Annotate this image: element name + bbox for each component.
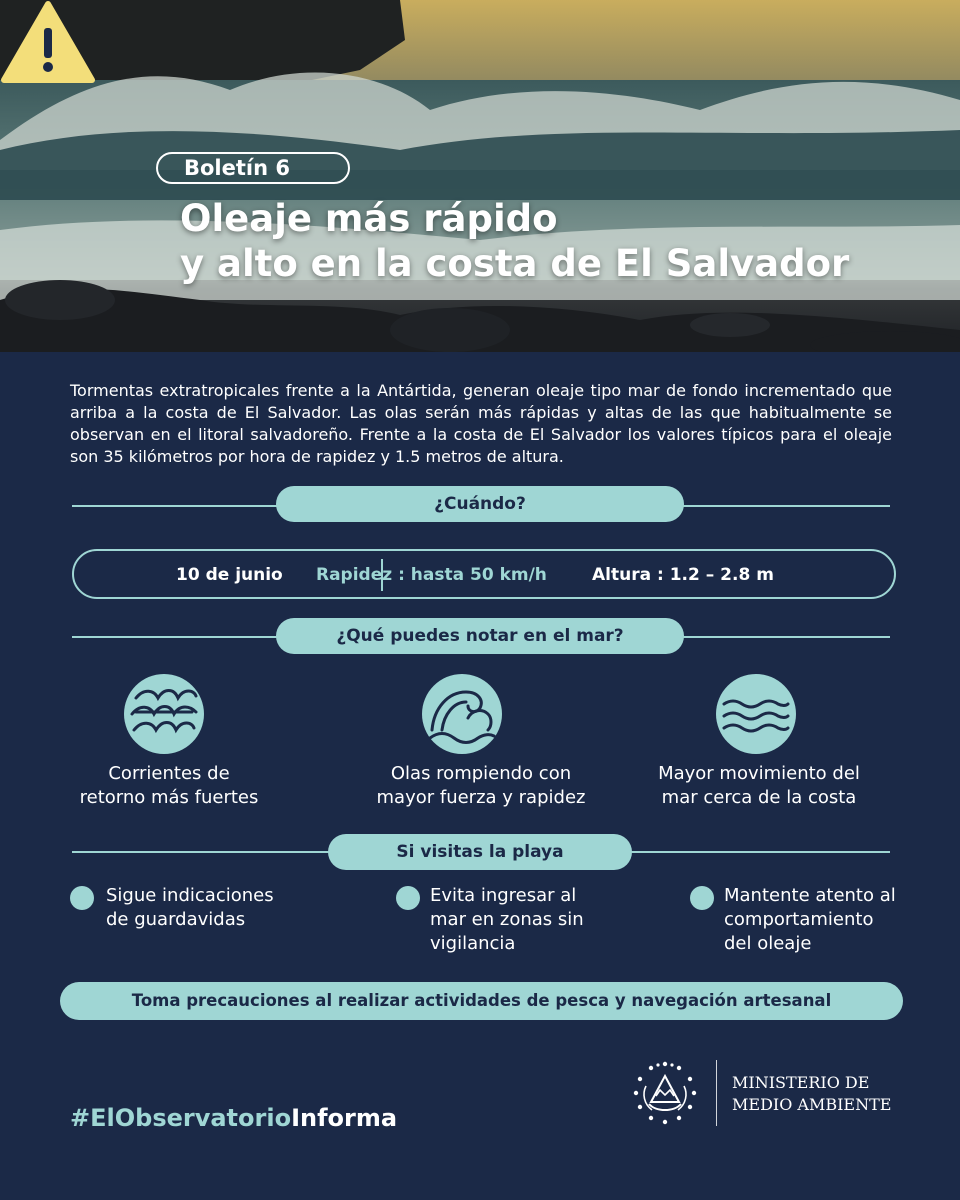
rip-current-icon xyxy=(124,674,204,754)
sea-effect-1 xyxy=(54,762,284,810)
beach-tip-1-line-1: Sigue indicaciones xyxy=(106,885,274,906)
beach-tip-3-line-3: del oleaje xyxy=(724,933,812,954)
page-title xyxy=(180,196,849,286)
beach-tip-3-line-1: Mantente atento al xyxy=(724,885,896,906)
forecast-height: Altura : 1.2 – 2.8 m xyxy=(592,565,774,585)
ministry-line-2: MEDIO AMBIENTE xyxy=(732,1095,892,1114)
ministry-separator xyxy=(716,1060,717,1126)
title-line-2: y alto en la costa de El Salvador xyxy=(180,242,850,285)
precaution-banner: Toma precauciones al realizar actividades de pesca y navegación artesanal xyxy=(60,982,903,1020)
sea-effect-3-line-2: mar cerca de la costa xyxy=(661,787,857,808)
beach-tip-3-line-2: comportamiento xyxy=(724,909,874,930)
ministry-line-1: MINISTERIO DE xyxy=(732,1073,870,1092)
ocean-waves-photo xyxy=(0,0,960,352)
hashtag xyxy=(70,1104,397,1132)
bullet-dot xyxy=(690,886,714,910)
breaking-wave-icon xyxy=(422,674,502,754)
beach-tip-2-line-2: mar en zonas sin xyxy=(430,909,584,930)
forecast-speed: Rapidez : hasta 50 km/h xyxy=(316,565,547,585)
warning-icon xyxy=(0,0,96,86)
beach-tip-1-line-2: de guardavidas xyxy=(106,909,246,930)
sea-effect-1-line-1: Corrientes de xyxy=(108,763,230,784)
sea-effect-3-line-1: Mayor movimiento del xyxy=(658,763,860,784)
hashtag-part-2: Informa xyxy=(291,1104,398,1132)
bullet-dot xyxy=(70,886,94,910)
sea-effect-1-line-2: retorno más fuertes xyxy=(79,787,259,808)
when-heading: ¿Cuándo? xyxy=(276,486,684,522)
hero-image xyxy=(0,0,960,352)
beach-heading: Si visitas la playa xyxy=(328,834,632,870)
bulletin-label: Boletín 6 xyxy=(156,152,350,184)
sea-effect-2-line-1: Olas rompiendo con xyxy=(390,763,572,784)
calm-waves-icon xyxy=(716,674,796,754)
forecast-box xyxy=(72,549,896,599)
title-line-1: Oleaje más rápido xyxy=(180,197,558,240)
beach-tip-2-line-1: Evita ingresar al xyxy=(430,885,577,906)
intro-paragraph: Tormentas extratropicales frente a la Antártida, generan oleaje tipo mar de fondo incrementado que arriba a la costa de El Salvador. Las olas serán más rápidas y altas de las que habitualmente se observan en el litoral salvadoreño. Frente a la costa de El Salvador los valores típicos para el oleaje son 35 kilómetros por hora de rapidez y 1.5 metros de altura. xyxy=(70,381,892,466)
beach-tip-2 xyxy=(430,884,584,956)
beach-tip-3 xyxy=(724,884,896,956)
hashtag-part-1: #ElObservatorio xyxy=(70,1104,292,1132)
sea-heading: ¿Qué puedes notar en el mar? xyxy=(276,618,684,654)
bullet-dot xyxy=(396,886,420,910)
forecast-date: 10 de junio xyxy=(176,565,283,585)
ministry-name xyxy=(732,1072,891,1116)
sea-effect-2 xyxy=(346,762,616,810)
coat-of-arms-emblem xyxy=(632,1060,698,1126)
beach-tip-1 xyxy=(106,884,274,932)
sea-effect-2-line-2: mayor fuerza y rapidez xyxy=(376,787,586,808)
sea-effect-3 xyxy=(634,762,884,810)
beach-tip-2-line-3: vigilancia xyxy=(430,933,516,954)
